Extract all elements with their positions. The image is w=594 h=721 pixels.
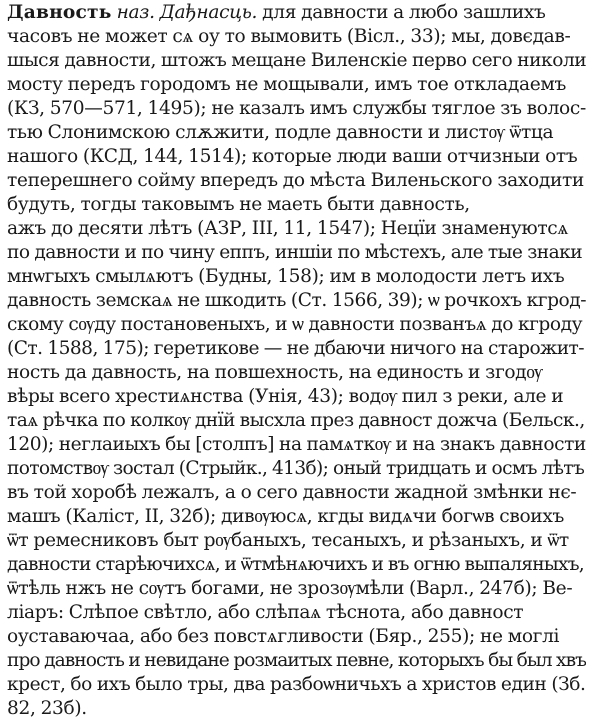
entry-line-10: ажъ до десяти лѣтъ (АЗР, III, 11, 1547); Нецїи знаменуютсѧ — [7, 218, 568, 239]
dictionary-page — [0, 1, 594, 719]
entry-line-23: ѿт ремесниковъ быт рѹбаныхъ, тесаныхъ, и рѣзаныхъ, и ѿт — [7, 530, 569, 551]
entry-text-line: для давности а любо зашлихъ — [262, 2, 546, 23]
entry-line-2: часовъ не может сѧ оу то вымовить (Вісл., 33); мы, довєдав- — [7, 26, 571, 47]
entry-line-24: давности старѣючихсѧ, и ѿтмѣнѧючихъ и въ огню выпаляныхъ, — [7, 554, 584, 575]
entry-line-19: 120); неглаиыхъ бы [столпъ] на памѧткѹ и на знакъ давности — [7, 434, 586, 455]
entry-line-28: про давность и невидане розмаитых певне, которыхъ бы был хвъ — [7, 650, 586, 671]
entry-line-6: тью Слонимскою слѫжити, подле давности и листѹ ѿтца — [7, 122, 554, 143]
entry-line-27: оуставаючаа, або без повстѧгливости (Бяр., 255); не моглі — [7, 626, 560, 647]
entry-line-17: вѣры всего хрестиѧнства (Унія, 43); водѹ пил з реки, але и — [7, 386, 564, 407]
entry-line-15: (Ст. 1588, 175); геретикове — не дбаючи ничого на старожит- — [7, 338, 585, 359]
entry-line-7: нашого (КСД, 144, 1514); которые люди ваши отчизныи отъ — [7, 146, 578, 167]
entry-line-20: потомствѹ зостал (Стрыйк., 413б); оный тридцать и осмъ лѣтъ — [7, 458, 585, 479]
entry-line-12: мнѡгыхъ смылѧютъ (Будны, 158); им в молодости летъ ихъ — [7, 266, 565, 287]
entry-line-22: машъ (Каліст, II, 32б); дивѹюсѧ, кгды видѧчи богѡв своихъ — [7, 506, 564, 527]
entry-line-1 — [7, 1, 586, 25]
entry-line-13: давность земскаѧ не шкодить (Ст. 1566, 39); ѡ рочкохъ кгрод- — [7, 290, 586, 311]
entry-line-29: крест, бо ихъ было тры, два разбоѡничьхъ а христов един (Зб. — [7, 674, 586, 695]
entry-line-21: въ той хоробѣ лежалъ, а о сего давности жадной змѣнки нє- — [7, 482, 577, 503]
entry-line-30: 82, 23б). — [7, 698, 87, 719]
entry-line-3: шыся давности, штожъ мещане Виленскіе перво сего николи — [7, 50, 586, 71]
entry-headword: Давность — [7, 2, 112, 23]
entry-line-16: ность да давность, на повшехность, на единость и згодѹ — [7, 362, 543, 383]
entry-line-11: по давности и по чину еппъ, иншiи по мѣстехъ, але тые знаки — [7, 242, 583, 263]
entry-line-9: будуть, тогды таковымъ не маеть быти давность, — [7, 194, 470, 215]
entry-line-8: теперешнего сойму впередъ до мѣста Виленьского заходити — [7, 170, 584, 191]
entry-line-26: ліаръ: Слѣпое свѣтло, або слѣпаѧ тѣснота, або давност — [7, 602, 524, 623]
entry-line-18: таѧ рѣчка по колкѹ днїй высхла през давност дожча (Бельск., — [7, 410, 585, 431]
entry-line-14: скому сѹду постановеныхъ, и ѡ давности позванъѧ до кгроду — [7, 314, 583, 335]
entry-line-25: ѿтѣль нжъ не сѹтъ богами, не зрозѹмѣли (Варл., 247б); Ве- — [7, 578, 573, 599]
entry-grammatical-label: наз. Дађнасць. — [116, 2, 258, 23]
entry-line-5: (КЗ, 570—571, 1495); не казалъ имъ службы тяглое зъ волос- — [7, 98, 586, 119]
entry-line-4: мосту передъ городомъ не мощывали, имъ тое откладаемъ — [7, 74, 566, 95]
